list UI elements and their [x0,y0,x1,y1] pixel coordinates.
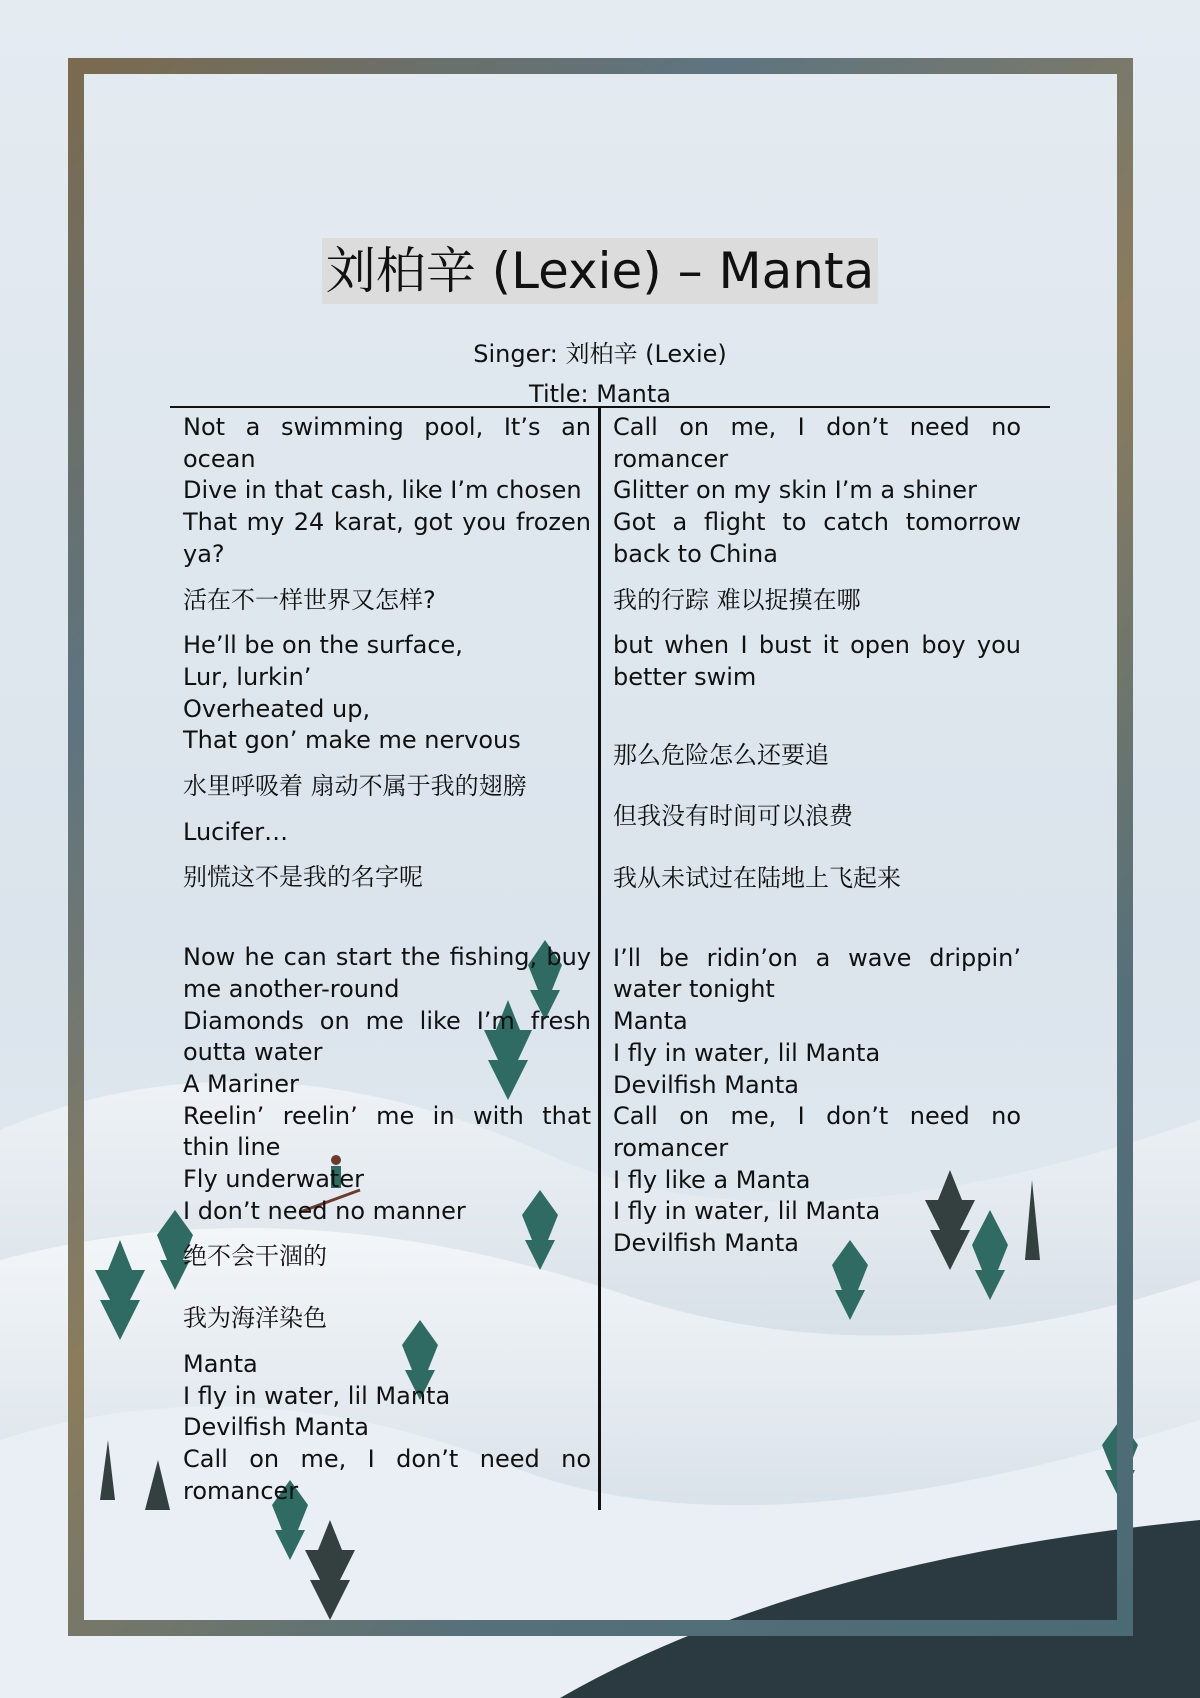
stanza-left-1 [183,412,591,571]
lyric-line: He’ll be on the surface, [183,631,463,660]
lyric-line: Lur, lurkin’ [183,662,312,691]
lyric-line: Call on me, I don’t need no romancer [613,1102,1021,1162]
stanza-right-3 [613,630,1021,693]
lyric-line: That gon’ make me nervous [183,726,521,755]
stanza-left-2 [183,585,591,617]
lyrics-column-right [613,412,1021,1274]
stanza-right-6 [613,863,1021,895]
stanza-right-2 [613,585,1021,617]
stanza-left-5 [183,817,591,849]
lyric-line: Not a swimming pool, It’s an ocean [183,413,591,473]
stanza-left-4 [183,771,591,803]
lyric-line: Lucifer… [183,817,289,846]
title-line: Title: Manta [529,380,671,408]
lyric-line: I fly like a Manta [613,1165,811,1194]
stanza-right-5 [613,801,1021,833]
lyric-line: Reelin’ reelin’ me in with that thin line [183,1101,591,1162]
lyric-line: 我为海洋染色 [183,1304,327,1333]
lyrics-column-left [183,412,591,1521]
stanza-left-6 [183,862,591,894]
lyric-line: Dive in that cash, like I’m chosen [183,476,582,505]
table-top-rule [170,406,1050,408]
lyric-line: 别慌这不是我的名字呢 [183,863,423,892]
lyric-line: I fly in water, lil Manta [613,1197,881,1226]
lyric-line: 我的行踪 难以捉摸在哪 [613,585,861,614]
lyric-line: Devilfish Manta [183,1413,369,1442]
page-title-text: 刘柏辛 (Lexie) – Manta [322,238,879,304]
lyric-line: 绝不会干涸的 [183,1242,327,1271]
lyric-line: 水里呼吸着 扇动不属于我的翅膀 [183,772,527,801]
stanza-left-8 [183,1241,591,1273]
lyric-line: Fly underwater [183,1165,364,1194]
lyric-line: Call on me, I don’t need no romancer [613,413,1021,473]
stanza-right-1 [613,412,1021,571]
lyric-line: Glitter on my skin I’m a shiner [613,476,977,505]
lyric-line: A Mariner [183,1069,299,1098]
stanza-right-4 [613,740,1021,772]
stanza-left-9 [183,1303,591,1335]
lyric-line: 活在不一样世界又怎样? [183,585,436,614]
lyric-line: 那么危险怎么还要追 [613,740,829,769]
stanza-left-10 [183,1349,591,1508]
singer-line: Singer: 刘柏辛 (Lexie) [473,340,727,368]
page-title [0,238,1200,304]
lyric-line: Call on me, I don’t need no romancer [183,1444,591,1505]
lyric-line: Now he can start the fishing, buy me another-round [183,943,591,1003]
lyric-line: Devilfish Manta [613,1070,799,1099]
lyric-line: Diamonds on me like I’m fresh outta water [183,1006,591,1067]
lyric-line: I fly in water, lil Manta [183,1381,451,1410]
lyric-line: I don’t need no manner [183,1196,466,1225]
lyric-line: but when I bust it open boy you better swim [613,631,1021,691]
lyric-line: Manta [613,1007,688,1036]
lyric-line: I’ll be ridin’on a wave drippin’ water tonight [613,943,1021,1004]
lyric-line: Manta [183,1349,258,1378]
column-divider [598,407,601,1510]
lyric-line: Overheated up, [183,694,371,723]
stanza-right-7 [613,943,1021,1260]
stanza-left-7 [183,942,591,1227]
lyric-line: Devilfish Manta [613,1229,799,1258]
stanza-left-3 [183,630,591,757]
lyric-line: 但我没有时间可以浪费 [613,802,853,831]
lyric-line: That my 24 karat, got you frozen ya? [183,508,591,568]
lyric-line: 我从未试过在陆地上飞起来 [613,864,901,893]
lyric-line: Got a flight to catch tomorrow back to China [613,508,1021,568]
lyric-line: I fly in water, lil Manta [613,1038,881,1067]
